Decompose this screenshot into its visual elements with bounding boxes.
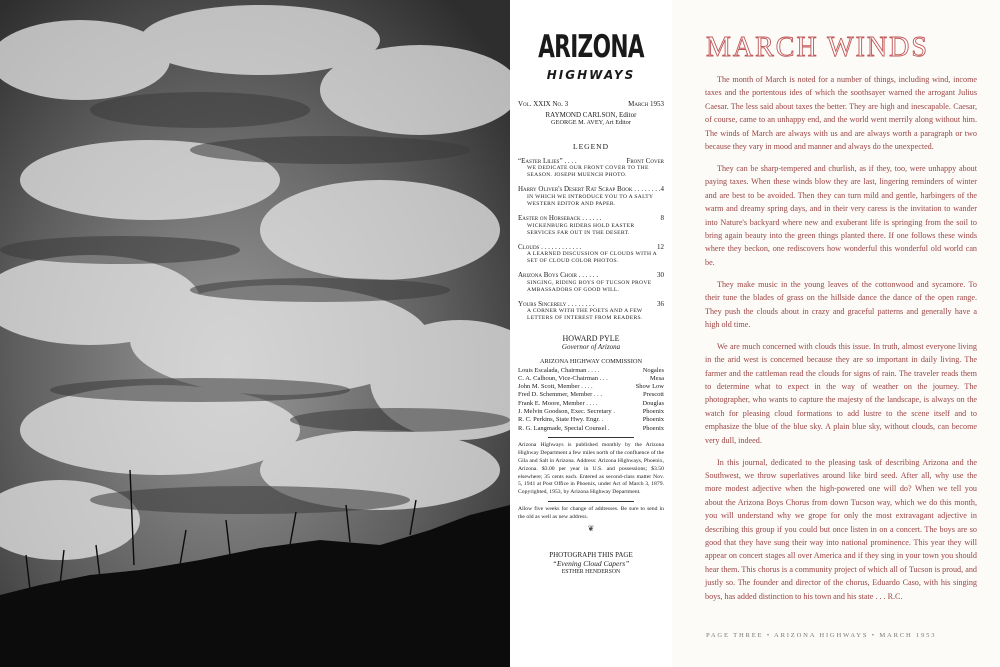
article-paragraph: They make music in the young leaves of the cottonwood and sycamore. To their tune the blades of grass on the hillside dance the dance of the open range. They push the clouds about in crazy and graceful patterns and generally have a high old time. xyxy=(705,279,977,329)
member-city: Prescott xyxy=(643,391,664,399)
legend-item-desc: A LEARNED DISCUSSION OF CLOUDS WITH A SET OF CLOUD COLOR PHOTOS. xyxy=(527,251,657,265)
article-paragraph: We are much concerned with clouds this issue. In truth, almost everyone living in the arid west is concerned because they are so important in daily living. The farmer and the cattleman read the clouds for signs of rain. The traveler reads them to determine what to expect in the way of weather on the journey. The photographer, who wants to capture the majesty of the landscape, is always on the watch for pleasing cloud formations to add lustre to the scene itself and to emphasize the blue of the blue sky. A plain blue sky, without clouds, can become very dull, indeed. xyxy=(705,341,977,445)
publication-note: Arizona Highways is published monthly by the Arizona Highway Department a few miles north of the confluence of the Gila and Salt in Arizona. Address: Arizona Highways, Phoenix, Arizona. $3.00 per year in U.S. and possessions; $3.50 elsewhere; 35 cents each. Entered as second-class matter Nov. 5, 1941 at Post Office in Phoenix, under Act of March 3, 1879. Copyrighted, 1953, by Arizona Highway Department. xyxy=(518,441,664,496)
legend-item-page: 12 xyxy=(657,242,664,251)
legend-item xyxy=(518,157,664,180)
legend-item-page: 36 xyxy=(657,299,664,308)
member-name: J. Melvin Goodson, Exec. Secretary . xyxy=(518,408,615,416)
legend-item-desc: WICKENBURG RIDERS HOLD EASTER SERVICES FAR OUT IN THE DESERT. xyxy=(527,222,635,236)
legend-list xyxy=(518,157,664,323)
member-name: Fred D. Schemmer, Member . . . xyxy=(518,391,603,399)
member-name: R. G. Langmade, Special Counsel . xyxy=(518,424,610,432)
ornament-icon: ❦ xyxy=(587,524,595,534)
member-city: Nogales xyxy=(642,366,664,374)
legend-item-title: Harry Oliver's Desert Rat Scrap Book . . . . . . . . xyxy=(518,185,661,194)
divider xyxy=(548,437,634,438)
photo-credit-label: PHOTOGRAPH THIS PAGE xyxy=(549,551,633,560)
masthead xyxy=(510,0,672,667)
governor-name: HOWARD PYLE xyxy=(562,334,620,344)
legend-item-page: 8 xyxy=(660,213,664,222)
legend-item xyxy=(518,271,664,294)
member-city: Mesa xyxy=(649,374,664,382)
logo-highways: HIGHWAYS xyxy=(546,68,636,82)
commission-member xyxy=(518,416,664,424)
commission-member xyxy=(518,383,664,391)
commission-list xyxy=(518,367,664,433)
photo-credit-title: “Evening Cloud Capers” xyxy=(552,558,630,568)
logo-arizona: ARIZONA xyxy=(538,29,644,65)
legend-item-page: 30 xyxy=(657,271,664,280)
member-city: Phoenix xyxy=(642,424,664,432)
member-city: Phoenix xyxy=(642,408,664,416)
member-name: Louis Escalada, Chairman . . . . xyxy=(518,366,600,374)
legend-item-title: Clouds . . . . . . . . . . . . xyxy=(518,242,582,251)
member-name: John M. Scott, Member . . . . xyxy=(518,383,593,391)
legend-item xyxy=(518,214,664,237)
issue-date: March 1953 xyxy=(628,100,664,108)
member-city: Show Low xyxy=(635,383,664,391)
commission-member xyxy=(518,400,664,408)
legend-item-title: “Easter Lilies” . . . . xyxy=(518,156,577,165)
photo-credit-name: ESTHER HENDERSON xyxy=(561,569,621,576)
commission-title: ARIZONA HIGHWAY COMMISSION xyxy=(539,357,643,365)
legend-item-title: Yours Sincerely . . . . . . . . xyxy=(518,299,595,308)
member-city: Douglas xyxy=(642,399,664,407)
legend-item-desc: IN WHICH WE INTRODUCE YOU TO A SALTY WESTERN EDITOR AND PAPER. xyxy=(527,193,654,207)
commission-member xyxy=(518,408,664,416)
article-paragraph: They can be sharp-tempered and churlish, as if they, too, were unhappy about paying taxes. When these winds blow they are last, lingering reminders of winter and are best to be avoided. Then they can turn mild and gentle, harbingers of the warm and dreamy spring days, and in their very caress is the invitation to wander into Nature's backyard where new and exuberant life is springing from the soil to bring again beauty into the green things planted there. If one follows these winds where they beckon, one rediscovers how wonderful this wonderful old world can be. xyxy=(705,163,977,267)
commission-member xyxy=(518,367,664,375)
article-page xyxy=(672,0,1000,667)
legend-item-desc: A CORNER WITH THE POETS AND A FEW LETTERS OF INTEREST FROM READERS. xyxy=(527,308,643,322)
legend-item xyxy=(518,243,664,266)
legend-item xyxy=(518,185,664,208)
article-body xyxy=(705,73,977,612)
legend-title: LEGEND xyxy=(573,141,609,151)
address-note: Allow five weeks for change of addresses. Be sure to send in the old as well as new address. xyxy=(518,506,664,521)
member-name: R. C. Perkins, State Hwy. Engr. . xyxy=(518,416,604,424)
divider xyxy=(548,501,634,502)
commission-member xyxy=(518,375,664,383)
member-name: C. A. Calhoun, Vice-Chairman . . . xyxy=(518,374,608,382)
legend-item-title: Easter on Horseback . . . . . . xyxy=(518,213,602,222)
member-name: Frank E. Moore, Member . . . . xyxy=(518,399,598,407)
legend-item-desc: SINGING, RIDING BOYS OF TUCSON PROVE AMBASSADORS OF GOOD WILL. xyxy=(527,279,652,293)
governor-title: Governor of Arizona xyxy=(561,343,621,352)
legend-item-page: Front Cover xyxy=(626,156,664,165)
editor-name: RAYMOND CARLSON, Editor xyxy=(545,110,637,119)
article-paragraph: In this journal, dedicated to the pleasing task of describing Arizona and the Southwest, we throw superlatives around like bird seed. After all, why use the more modest adjective when the high-powered one will do? When we tell you about the Arizona Boys Chorus from down Tucson way, which we do this month, you will understand why we grope for only the most extravagant adjective in describing this group if you could but once listen in on a concert. The boys are so good that they have sung their way into national prominence. This year they will appear on concert stages all over America and if they sing in your town you should hear them. This chorus is a community project of which all of Tucson is proud, and justly so. The founder and director of the chorus, Eduardo Caso, with his singing boys, has added distinction to his town and his state . . . R.C. xyxy=(705,457,977,601)
issue-line xyxy=(518,100,664,109)
commission-member xyxy=(518,425,664,433)
commission-member xyxy=(518,391,664,399)
article-title: MARCH WINDS xyxy=(706,32,929,63)
legend-item-page: 4 xyxy=(660,185,664,194)
legend-item xyxy=(518,300,664,323)
volume-number: Vol. XXIX No. 3 xyxy=(518,100,569,108)
art-editor-name: GEORGE M. AVEY, Art Editor xyxy=(551,119,631,127)
page-footer: PAGE THREE • ARIZONA HIGHWAYS • MARCH 1953 xyxy=(706,632,937,639)
article-paragraph: The month of March is noted for a number of things, including wind, income taxes and the portentous ides of which the soothsayer warned the arrogant Julius Caesar. The less said about taxes the better. They are high and inescapable. Caesar, of course, came to an unhappy end, and the world went merrily along without him. The winds of March are always with us and are always worth a paragraph or two because they vary in mood and manner and always do the unexpected. xyxy=(705,75,977,152)
legend-item-desc: WE DEDICATE OUR FRONT COVER TO THE SEASON. JOSEPH MUENCH PHOTO. xyxy=(527,165,649,179)
legend-item-title: Arizona Boys Choir . . . . . . xyxy=(518,271,599,280)
member-city: Phoenix xyxy=(642,416,664,424)
